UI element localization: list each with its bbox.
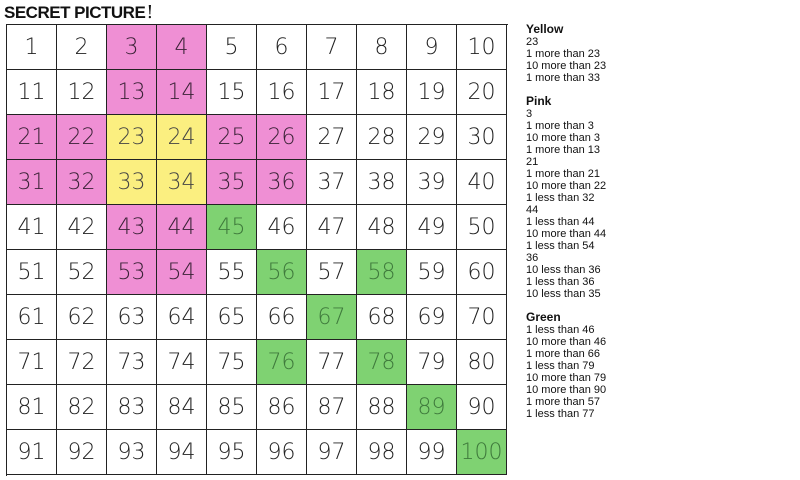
grid-cell-50[interactable]: 50 xyxy=(457,205,507,250)
clue-line: 10 more than 23 xyxy=(526,60,607,72)
grid-cell-4[interactable]: 4 xyxy=(157,25,207,70)
clue-line: 10 more than 22 xyxy=(526,180,607,192)
clue-line: 21 xyxy=(526,156,539,168)
clue-section-pink xyxy=(526,94,786,300)
grid-cell-34[interactable]: 34 xyxy=(157,160,207,205)
grid-cell-57[interactable]: 57 xyxy=(307,250,357,295)
clue-line: 10 less than 36 xyxy=(526,264,601,276)
grid-cell-10[interactable]: 10 xyxy=(457,25,507,70)
clue-line: 10 more than 44 xyxy=(526,228,607,240)
grid-cell-31[interactable]: 31 xyxy=(7,160,57,205)
clue-line: 1 less than 44 xyxy=(526,216,595,228)
clue-section-green xyxy=(526,310,786,420)
grid-cell-97[interactable]: 97 xyxy=(307,430,357,475)
grid-cell-15[interactable]: 15 xyxy=(207,70,257,115)
grid-cell-96[interactable]: 96 xyxy=(257,430,307,475)
grid-cell-67[interactable]: 67 xyxy=(307,295,357,340)
grid-cell-35[interactable]: 35 xyxy=(207,160,257,205)
clue-line: 10 more than 90 xyxy=(526,384,607,396)
grid-cell-62[interactable]: 62 xyxy=(57,295,107,340)
grid-cell-39[interactable]: 39 xyxy=(407,160,457,205)
clue-line: 1 less than 79 xyxy=(526,360,595,372)
grid-cell-23[interactable]: 23 xyxy=(107,115,157,160)
grid-cell-14[interactable]: 14 xyxy=(157,70,207,115)
grid-cell-25[interactable]: 25 xyxy=(207,115,257,160)
clue-line: 1 more than 21 xyxy=(526,168,600,180)
title-exclamation: ! xyxy=(146,2,154,23)
grid-cell-16[interactable]: 16 xyxy=(257,70,307,115)
grid-cell-72[interactable]: 72 xyxy=(57,340,107,385)
grid-cell-55[interactable]: 55 xyxy=(207,250,257,295)
grid-cell-68[interactable]: 68 xyxy=(357,295,407,340)
grid-cell-73[interactable]: 73 xyxy=(107,340,157,385)
grid-cell-32[interactable]: 32 xyxy=(57,160,107,205)
grid-cell-100[interactable]: 100 xyxy=(457,430,507,475)
grid-cell-53[interactable]: 53 xyxy=(107,250,157,295)
clue-section-title: Green xyxy=(526,310,561,324)
clue-section-yellow xyxy=(526,22,786,84)
clue-line: 1 more than 66 xyxy=(526,348,600,360)
clue-line: 1 less than 32 xyxy=(526,192,595,204)
grid-cell-71[interactable]: 71 xyxy=(7,340,57,385)
grid-cell-19[interactable]: 19 xyxy=(407,70,457,115)
grid-cell-27[interactable]: 27 xyxy=(307,115,357,160)
grid-cell-49[interactable]: 49 xyxy=(407,205,457,250)
grid-cell-88[interactable]: 88 xyxy=(357,385,407,430)
grid-cell-22[interactable]: 22 xyxy=(57,115,107,160)
grid-cell-79[interactable]: 79 xyxy=(407,340,457,385)
grid-cell-47[interactable]: 47 xyxy=(307,205,357,250)
grid-cell-48[interactable]: 48 xyxy=(357,205,407,250)
grid-cell-2[interactable]: 2 xyxy=(57,25,107,70)
grid-cell-63[interactable]: 63 xyxy=(107,295,157,340)
clue-line: 1 less than 46 xyxy=(526,324,595,336)
grid-cell-64[interactable]: 64 xyxy=(157,295,207,340)
grid-cell-98[interactable]: 98 xyxy=(357,430,407,475)
grid-cell-60[interactable]: 60 xyxy=(457,250,507,295)
grid-cell-9[interactable]: 9 xyxy=(407,25,457,70)
grid-cell-42[interactable]: 42 xyxy=(57,205,107,250)
grid-cell-58[interactable]: 58 xyxy=(357,250,407,295)
grid-cell-6[interactable]: 6 xyxy=(257,25,307,70)
grid-cell-45[interactable]: 45 xyxy=(207,205,257,250)
clue-line: 23 xyxy=(526,36,539,48)
grid-cell-74[interactable]: 74 xyxy=(157,340,207,385)
grid-cell-81[interactable]: 81 xyxy=(7,385,57,430)
clue-section-title: Yellow xyxy=(526,22,564,36)
grid-cell-76[interactable]: 76 xyxy=(257,340,307,385)
grid-cell-91[interactable]: 91 xyxy=(7,430,57,475)
grid-cell-7[interactable]: 7 xyxy=(307,25,357,70)
grid-cell-99[interactable]: 99 xyxy=(407,430,457,475)
clue-line: 10 less than 35 xyxy=(526,288,601,300)
grid-cell-92[interactable]: 92 xyxy=(57,430,107,475)
grid-cell-26[interactable]: 26 xyxy=(257,115,307,160)
grid-cell-94[interactable]: 94 xyxy=(157,430,207,475)
grid-cell-38[interactable]: 38 xyxy=(357,160,407,205)
grid-cell-86[interactable]: 86 xyxy=(257,385,307,430)
title-text: SECRET PICTURE xyxy=(4,3,146,22)
grid-cell-56[interactable]: 56 xyxy=(257,250,307,295)
grid-cell-12[interactable]: 12 xyxy=(57,70,107,115)
grid-cell-33[interactable]: 33 xyxy=(107,160,157,205)
clue-line: 3 xyxy=(526,108,533,120)
grid-cell-18[interactable]: 18 xyxy=(357,70,407,115)
clue-line: 1 more than 57 xyxy=(526,396,600,408)
grid-cell-40[interactable]: 40 xyxy=(457,160,507,205)
grid-cell-1[interactable]: 1 xyxy=(7,25,57,70)
grid-cell-36[interactable]: 36 xyxy=(257,160,307,205)
grid-cell-29[interactable]: 29 xyxy=(407,115,457,160)
grid-cell-13[interactable]: 13 xyxy=(107,70,157,115)
grid-cell-3[interactable]: 3 xyxy=(107,25,157,70)
grid-cell-83[interactable]: 83 xyxy=(107,385,157,430)
clue-line: 10 more than 3 xyxy=(526,132,600,144)
grid-cell-82[interactable]: 82 xyxy=(57,385,107,430)
page-title xyxy=(4,2,153,23)
hundreds-grid xyxy=(6,24,508,476)
clue-line: 1 more than 23 xyxy=(526,48,600,60)
grid-cell-54[interactable]: 54 xyxy=(157,250,207,295)
grid-cell-46[interactable]: 46 xyxy=(257,205,307,250)
grid-cell-8[interactable]: 8 xyxy=(357,25,407,70)
grid-cell-61[interactable]: 61 xyxy=(7,295,57,340)
grid-cell-21[interactable]: 21 xyxy=(7,115,57,160)
grid-cell-65[interactable]: 65 xyxy=(207,295,257,340)
grid-cell-90[interactable]: 90 xyxy=(457,385,507,430)
grid-cell-59[interactable]: 59 xyxy=(407,250,457,295)
grid-cell-11[interactable]: 11 xyxy=(7,70,57,115)
clue-line: 1 less than 54 xyxy=(526,240,595,252)
grid-cell-20[interactable]: 20 xyxy=(457,70,507,115)
grid-cell-44[interactable]: 44 xyxy=(157,205,207,250)
clue-line: 36 xyxy=(526,252,539,264)
grid-cell-24[interactable]: 24 xyxy=(157,115,207,160)
clue-line: 44 xyxy=(526,204,539,216)
grid-cell-78[interactable]: 78 xyxy=(357,340,407,385)
grid-cell-84[interactable]: 84 xyxy=(157,385,207,430)
clue-line: 1 more than 13 xyxy=(526,144,600,156)
grid-cell-30[interactable]: 30 xyxy=(457,115,507,160)
grid-cell-41[interactable]: 41 xyxy=(7,205,57,250)
grid-cell-70[interactable]: 70 xyxy=(457,295,507,340)
grid-cell-95[interactable]: 95 xyxy=(207,430,257,475)
grid-cell-28[interactable]: 28 xyxy=(357,115,407,160)
grid-cell-43[interactable]: 43 xyxy=(107,205,157,250)
clue-line: 1 less than 36 xyxy=(526,276,595,288)
grid-cell-17[interactable]: 17 xyxy=(307,70,357,115)
grid-cell-69[interactable]: 69 xyxy=(407,295,457,340)
grid-cell-85[interactable]: 85 xyxy=(207,385,257,430)
clue-list xyxy=(526,22,786,430)
clue-line: 1 more than 33 xyxy=(526,72,600,84)
clue-line: 10 more than 79 xyxy=(526,372,607,384)
grid-cell-5[interactable]: 5 xyxy=(207,25,257,70)
grid-cell-52[interactable]: 52 xyxy=(57,250,107,295)
clue-line: 1 more than 3 xyxy=(526,120,594,132)
grid-cell-87[interactable]: 87 xyxy=(307,385,357,430)
grid-cell-75[interactable]: 75 xyxy=(207,340,257,385)
grid-cell-51[interactable]: 51 xyxy=(7,250,57,295)
grid-cell-66[interactable]: 66 xyxy=(257,295,307,340)
grid-cell-93[interactable]: 93 xyxy=(107,430,157,475)
grid-cell-80[interactable]: 80 xyxy=(457,340,507,385)
grid-cell-37[interactable]: 37 xyxy=(307,160,357,205)
grid-cell-89[interactable]: 89 xyxy=(407,385,457,430)
clue-line: 1 less than 77 xyxy=(526,408,595,420)
clue-line: 10 more than 46 xyxy=(526,336,607,348)
clue-section-title: Pink xyxy=(526,94,552,108)
grid-cell-77[interactable]: 77 xyxy=(307,340,357,385)
